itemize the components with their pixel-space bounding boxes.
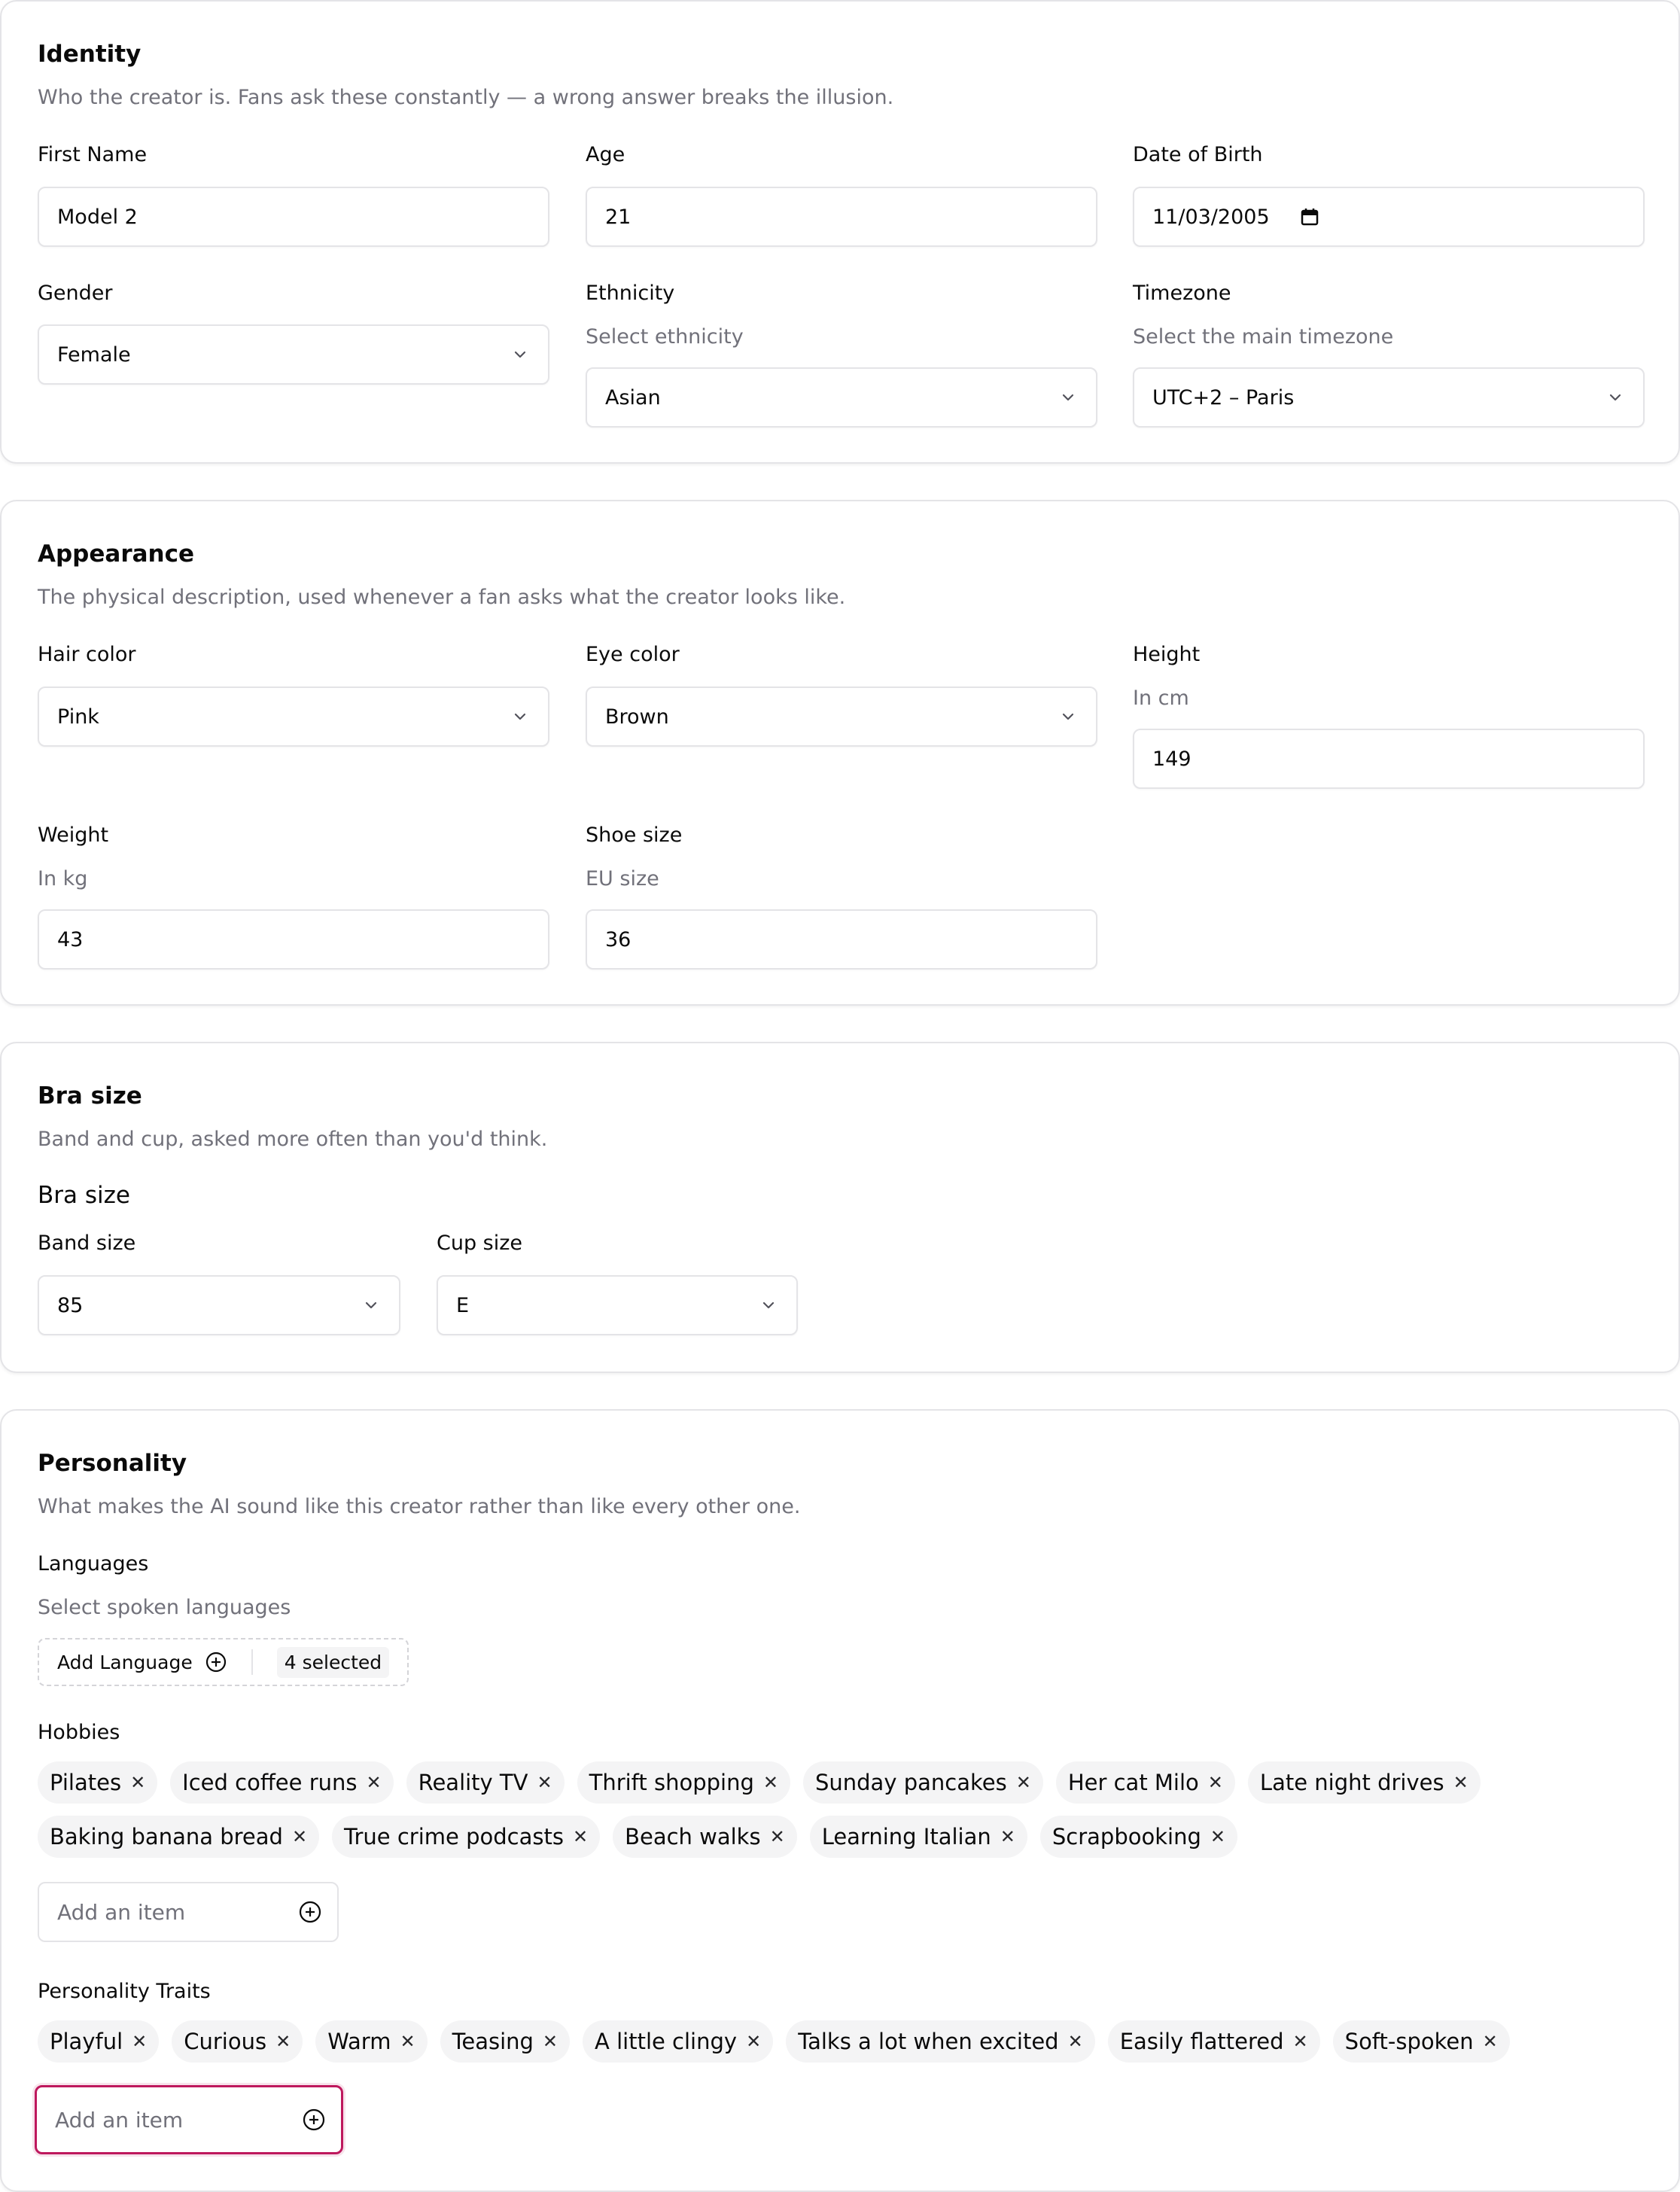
weight-value: 43 xyxy=(57,927,84,951)
weight-hint: In kg xyxy=(38,867,88,890)
dob-value: 11/03/2005 xyxy=(1152,205,1270,229)
hair-color-label: Hair color xyxy=(38,643,136,666)
close-icon[interactable]: ✕ xyxy=(291,1826,308,1847)
hobbies-add-input[interactable] xyxy=(38,1882,339,1942)
height-input[interactable] xyxy=(1133,729,1645,789)
appearance-card xyxy=(0,500,1680,1006)
bra-size-title: Bra size xyxy=(38,1082,142,1110)
trait-tag xyxy=(583,2020,773,2063)
ethnicity-hint: Select ethnicity xyxy=(586,325,744,349)
hobby-tag xyxy=(406,1761,565,1804)
timezone-label: Timezone xyxy=(1133,282,1231,305)
hobby-tag-label: Iced coffee runs xyxy=(182,1770,358,1795)
ethnicity-label: Ethnicity xyxy=(586,282,675,305)
hobby-tag-label: Her cat Milo xyxy=(1067,1770,1199,1795)
calendar-icon[interactable] xyxy=(1300,207,1319,227)
trait-tag-label: Talks a lot when excited xyxy=(798,2029,1059,2054)
plus-circle-icon[interactable] xyxy=(298,1900,322,1924)
hobbies-add-placeholder: Add an item xyxy=(57,1899,186,1925)
timezone-hint: Select the main timezone xyxy=(1133,325,1394,349)
bra-size-description: Band and cup, asked more often than you'd think. xyxy=(38,1128,548,1151)
timezone-select[interactable] xyxy=(1133,367,1645,428)
age-label: Age xyxy=(586,143,625,166)
trait-tag xyxy=(786,2020,1095,2063)
trait-tag-label: A little clingy xyxy=(595,2029,738,2054)
identity-card xyxy=(0,0,1680,464)
hobby-tag xyxy=(170,1761,393,1804)
first-name-label: First Name xyxy=(38,143,148,166)
traits-add-input[interactable] xyxy=(35,2085,343,2154)
ethnicity-select[interactable] xyxy=(586,367,1097,428)
gender-label: Gender xyxy=(38,282,113,305)
hobby-tag xyxy=(810,1816,1027,1858)
hobby-tag xyxy=(38,1761,157,1804)
hobby-tag-label: Scrapbooking xyxy=(1052,1824,1201,1850)
close-icon[interactable]: ✕ xyxy=(130,1772,146,1793)
appearance-description: The physical description, used whenever a fan asks what the creator looks like. xyxy=(38,586,846,609)
hobby-tag xyxy=(332,1816,600,1858)
close-icon[interactable]: ✕ xyxy=(572,1826,589,1847)
hobby-tag xyxy=(1056,1761,1235,1804)
plus-circle-icon xyxy=(205,1651,227,1673)
traits-label: Personality Traits xyxy=(38,1980,211,2003)
band-size-value: 85 xyxy=(57,1293,84,1317)
close-icon[interactable]: ✕ xyxy=(132,2031,148,2052)
hobbies-tag-list xyxy=(38,1761,1648,1858)
chevron-down-icon xyxy=(510,345,530,364)
close-icon[interactable]: ✕ xyxy=(746,2031,762,2052)
trait-tag-label: Easily flattered xyxy=(1119,2029,1284,2054)
hobby-tag xyxy=(38,1816,319,1858)
close-icon[interactable]: ✕ xyxy=(762,1772,778,1793)
trait-tag-label: Soft-spoken xyxy=(1344,2029,1474,2054)
height-value: 149 xyxy=(1152,747,1192,771)
close-icon[interactable]: ✕ xyxy=(1207,1772,1223,1793)
height-label: Height xyxy=(1133,643,1201,666)
chevron-down-icon xyxy=(1605,388,1625,407)
trait-tag xyxy=(440,2020,570,2063)
shoe-size-hint: EU size xyxy=(586,867,659,890)
hair-color-select[interactable] xyxy=(38,687,549,747)
hobby-tag xyxy=(577,1761,790,1804)
appearance-title: Appearance xyxy=(38,540,194,568)
first-name-input[interactable] xyxy=(38,187,549,247)
languages-multiselect[interactable] xyxy=(38,1638,409,1686)
hobby-tag xyxy=(613,1816,797,1858)
hobby-tag-label: Baking banana bread xyxy=(50,1824,283,1850)
hobby-tag-label: Pilates xyxy=(50,1770,122,1795)
close-icon[interactable]: ✕ xyxy=(1292,2031,1308,2052)
hobby-tag-label: Reality TV xyxy=(418,1770,528,1795)
bra-size-subtitle: Bra size xyxy=(38,1182,130,1209)
chevron-down-icon xyxy=(1058,707,1078,726)
hobby-tag xyxy=(1248,1761,1481,1804)
traits-tag-list xyxy=(38,2020,1648,2063)
plus-circle-icon[interactable] xyxy=(302,2108,326,2132)
shoe-size-input[interactable] xyxy=(586,909,1097,970)
trait-tag xyxy=(315,2020,427,2063)
hobby-tag-label: Thrift shopping xyxy=(589,1770,754,1795)
gender-value: Female xyxy=(57,342,131,367)
divider xyxy=(251,1649,253,1675)
trait-tag xyxy=(1333,2020,1510,2063)
chevron-down-icon xyxy=(1058,388,1078,407)
chevron-down-icon xyxy=(759,1295,778,1315)
languages-label: Languages xyxy=(38,1552,149,1576)
cup-size-select[interactable] xyxy=(437,1275,798,1335)
hobby-tag xyxy=(803,1761,1043,1804)
dob-input[interactable] xyxy=(1133,187,1645,247)
age-input[interactable] xyxy=(586,187,1097,247)
cup-size-value: E xyxy=(456,1293,470,1317)
shoe-size-label: Shoe size xyxy=(586,824,683,847)
trait-tag-label: Warm xyxy=(327,2029,391,2054)
identity-description: Who the creator is. Fans ask these constantly — a wrong answer breaks the illusion. xyxy=(38,86,894,109)
trait-tag xyxy=(1108,2020,1320,2063)
trait-tag xyxy=(172,2020,303,2063)
add-language-label: Add Language xyxy=(57,1651,193,1673)
close-icon[interactable]: ✕ xyxy=(1067,2031,1083,2052)
first-name-value: Model 2 xyxy=(57,205,138,229)
languages-count-badge: 4 selected xyxy=(277,1647,389,1678)
close-icon[interactable]: ✕ xyxy=(275,2031,291,2052)
chevron-down-icon xyxy=(361,1295,381,1315)
age-value: 21 xyxy=(605,205,632,229)
trait-tag xyxy=(38,2020,159,2063)
ethnicity-value: Asian xyxy=(605,385,661,409)
band-size-label: Band size xyxy=(38,1231,136,1255)
bra-size-card xyxy=(0,1042,1680,1373)
close-icon[interactable]: ✕ xyxy=(400,2031,415,2052)
close-icon[interactable]: ✕ xyxy=(769,1826,785,1847)
close-icon[interactable]: ✕ xyxy=(366,1772,382,1793)
gender-select[interactable] xyxy=(38,324,549,385)
close-icon[interactable]: ✕ xyxy=(1000,1826,1015,1847)
traits-add-placeholder: Add an item xyxy=(55,2107,184,2133)
eye-color-select[interactable] xyxy=(586,687,1097,747)
hobby-tag-label: Beach walks xyxy=(625,1824,761,1850)
trait-tag-label: Playful xyxy=(50,2029,123,2054)
identity-title: Identity xyxy=(38,41,142,68)
timezone-value: UTC+2 – Paris xyxy=(1152,385,1295,409)
languages-hint: Select spoken languages xyxy=(38,1596,291,1619)
cup-size-label: Cup size xyxy=(437,1231,523,1255)
band-size-select[interactable] xyxy=(38,1275,400,1335)
dob-label: Date of Birth xyxy=(1133,143,1263,166)
weight-label: Weight xyxy=(38,824,109,847)
close-icon[interactable]: ✕ xyxy=(1453,1772,1468,1793)
trait-tag-label: Teasing xyxy=(452,2029,534,2054)
hobby-tag-label: Late night drives xyxy=(1259,1770,1444,1795)
trait-tag-label: Curious xyxy=(184,2029,267,2054)
chevron-down-icon xyxy=(510,707,530,726)
eye-color-label: Eye color xyxy=(586,643,680,666)
personality-title: Personality xyxy=(38,1450,187,1477)
hobby-tag-label: Learning Italian xyxy=(821,1824,991,1850)
hobbies-label: Hobbies xyxy=(38,1721,120,1744)
hair-color-value: Pink xyxy=(57,705,99,729)
close-icon[interactable]: ✕ xyxy=(1015,1772,1031,1793)
close-icon[interactable]: ✕ xyxy=(542,2031,558,2052)
close-icon[interactable]: ✕ xyxy=(1210,1826,1225,1847)
close-icon[interactable]: ✕ xyxy=(537,1772,552,1793)
personality-card xyxy=(0,1409,1680,2192)
shoe-size-value: 36 xyxy=(605,927,632,951)
eye-color-value: Brown xyxy=(605,705,669,729)
hobby-tag xyxy=(1040,1816,1237,1858)
hobby-tag-label: True crime podcasts xyxy=(344,1824,564,1850)
weight-input[interactable] xyxy=(38,909,549,970)
close-icon[interactable]: ✕ xyxy=(1482,2031,1498,2052)
hobby-tag-label: Sunday pancakes xyxy=(814,1770,1007,1795)
height-hint: In cm xyxy=(1133,687,1189,710)
personality-description: What makes the AI sound like this creator rather than like every other one. xyxy=(38,1495,801,1518)
